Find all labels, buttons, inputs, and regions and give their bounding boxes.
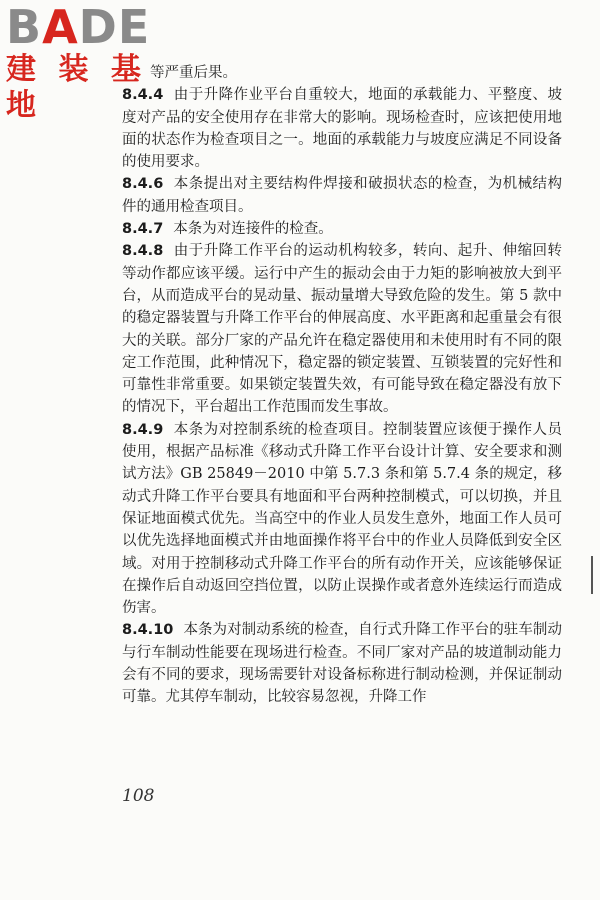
logo-letter-a: A bbox=[42, 0, 79, 54]
clause-8-4-8 bbox=[122, 240, 562, 418]
logo-letters-de: DE bbox=[78, 0, 151, 54]
clause-text: 本条为对连接件的检查。 bbox=[173, 221, 333, 238]
clause-8-4-7 bbox=[122, 218, 562, 240]
document-body bbox=[122, 62, 562, 709]
clause-number: 8.4.9 bbox=[122, 421, 164, 438]
clause-text: 本条提出对主要结构件焊接和破损状态的检查，为机械结构件的通用检查项目。 bbox=[122, 176, 562, 215]
clause-text: 由于升降工作平台的运动机构较多，转向、起升、伸缩回转等动作都应该平缓。运行中产生的振动会由于力矩的影响被放大到平台，从而造成平台的晃动量、振动量增大导致危险的发生。第 5 款中的稳定器装置与升降工作平台的伸展高度、水平距离和起重量会有很大的关联。部分厂家的产品允许在稳定器使用和未使用时有不同的限定工作范围，此种情况下，稳定器的锁定装置、互锁装置的完好性和可靠性非常重要。如果锁定装置失效，有可能导致在稳定器没有放下的情况下，平台超出工作范围而发生事故。 bbox=[122, 243, 562, 416]
clause-number: 8.4.4 bbox=[122, 87, 164, 104]
clause-8-4-9 bbox=[122, 419, 562, 620]
clause-number: 8.4.6 bbox=[122, 176, 164, 193]
logo-subtitle: 建 装 基 地 bbox=[6, 52, 147, 123]
clause-8-4-6 bbox=[122, 173, 562, 218]
clause-text: 本条为对控制系统的检查项目。控制装置应该便于操作人员使用，根据产品标准《移动式升降工作平台设计计算、安全要求和测试方法》GB 25849－2010 中第 5.7.3 条和第 5.7.4 条的规定，移动式升降工作平台要具有地面和平台两种控制模式，可以切换，并且保证地面模式优先。当高空中的作业人员发生意外，地面工作人员可以优先选择地面模式并由地面操作将平台中的作业人员降低到安全区域。对用于控制移动式升降工作平台的所有动作开关，应该能够保证在操作后自动返回空挡位置，以防止误操作或者意外连续运行而造成伤害。 bbox=[122, 421, 562, 617]
clause-text: 本条为对制动系统的检查，自行式升降工作平台的驻车制动与行车制动性能要在现场进行检查。不同厂家对产品的坡道制动能力会有不同的要求，现场需要针对设备标称进行制动检测，并保证制动可靠。尤其停车制动，比较容易忽视，升降工作 bbox=[122, 622, 562, 706]
clause-number: 8.4.7 bbox=[122, 221, 164, 238]
logo-letter-b: B bbox=[6, 0, 43, 54]
clause-text: 由于升降作业平台自重较大，地面的承载能力、平整度、坡度对产品的安全使用存在非常大的影响。现场检查时，应该把使用地面的状态作为检查项目之一。地面的承载能力与坡度应满足不同设备的使用要求。 bbox=[122, 87, 562, 171]
clause-8-4-10 bbox=[122, 619, 562, 708]
margin-mark bbox=[591, 556, 593, 594]
clause-number: 8.4.10 bbox=[122, 622, 174, 639]
page-number: 108 bbox=[122, 786, 155, 806]
clause-number: 8.4.8 bbox=[122, 243, 164, 260]
logo-wordmark bbox=[6, 0, 176, 54]
clause-8-4-4 bbox=[122, 84, 562, 173]
continuation-line: 等严重后果。 bbox=[150, 65, 237, 81]
